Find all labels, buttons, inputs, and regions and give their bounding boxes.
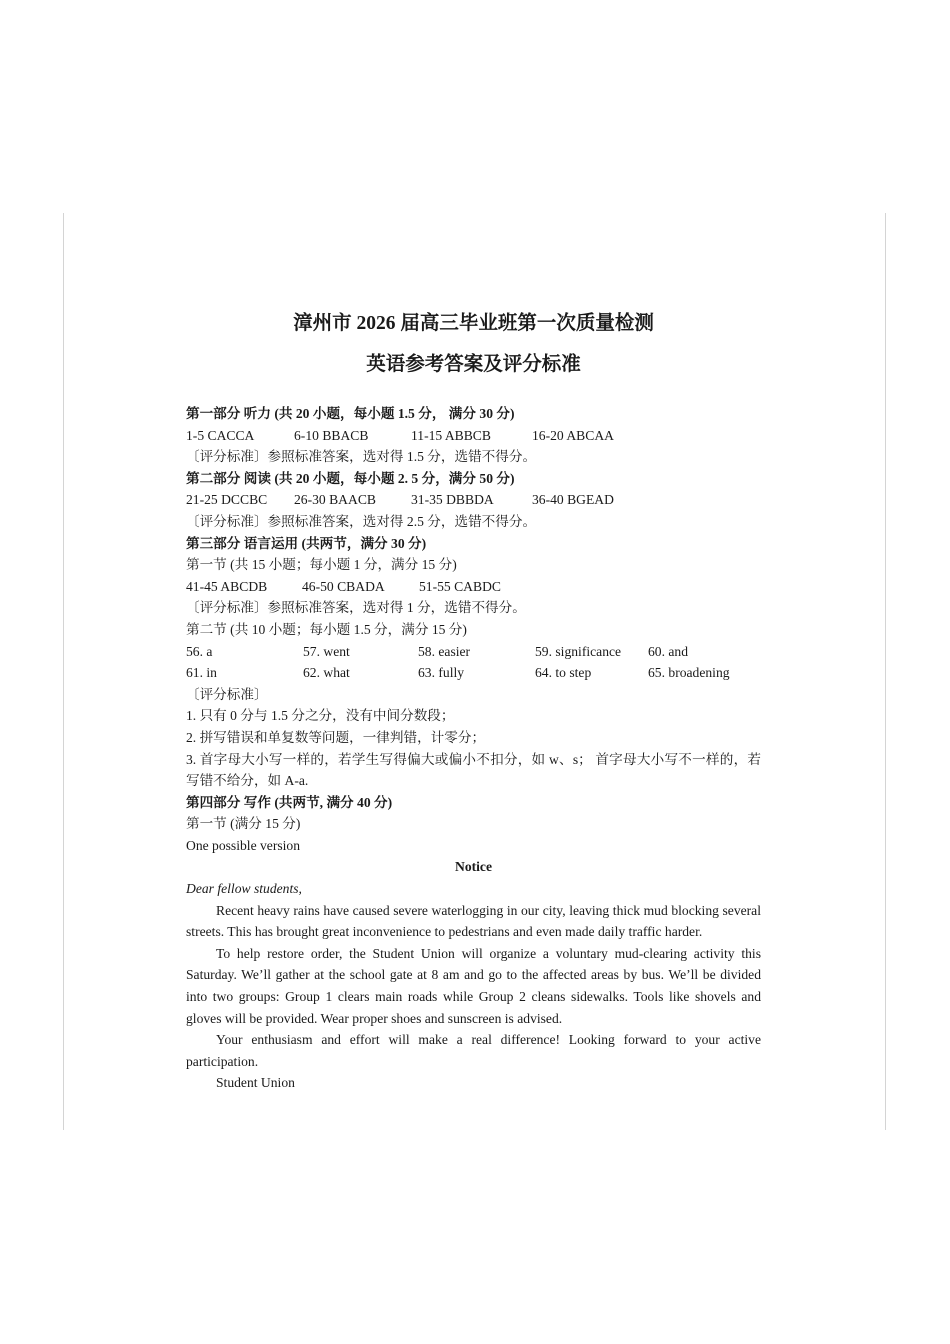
essay-paragraph: Your enthusiasm and effort will make a real difference! Looking forward to your active participation. <box>186 1032 761 1069</box>
part4-heading: 第四部分 写作 (共两节, 满分 40 分) <box>186 794 393 810</box>
answer-item: 59. significance <box>535 643 622 659</box>
part3-section2-row2 <box>186 662 761 684</box>
answer-item: 63. fully <box>418 665 465 681</box>
document-subtitle: 英语参考答案及评分标准 <box>366 354 581 375</box>
part1-answers <box>186 425 761 447</box>
answer-item: 61. in <box>186 665 217 681</box>
answer-group: 1-5 CACCA <box>186 427 255 443</box>
part3-section1-heading: 第一节 (共 15 小题；每小题 1 分，满分 15 分) <box>186 557 457 573</box>
part3-section2-criteria-label: 〔评分标准〕 <box>186 686 268 702</box>
answer-group: 21-25 DCCBC <box>186 492 268 508</box>
answer-group: 16-20 ABCAA <box>532 427 614 443</box>
part2-criteria: 〔评分标准〕参照标准答案，选对得 2.5 分，选错不得分。 <box>186 513 537 529</box>
answer-group: 46-50 CBADA <box>302 578 385 594</box>
answer-item: 60. and <box>648 643 689 659</box>
essay-title: Notice <box>455 859 492 875</box>
answer-group: 11-15 ABBCB <box>411 427 491 443</box>
answer-item: 64. to step <box>535 665 592 681</box>
part3-section2-row1 <box>186 641 761 663</box>
scoring-rule: 3. 首字母大小写一样的，若学生写得偏大或偏小不扣分，如 w、s； 首字母大小写不一样的，若写错不给分，如 A-a. <box>186 751 761 789</box>
part3-section2-heading: 第二节 (共 10 小题；每小题 1.5 分，满分 15 分) <box>186 621 467 637</box>
document-body <box>186 403 761 1094</box>
answer-item: 57. went <box>303 643 350 659</box>
answer-item: 65. broadening <box>648 665 730 681</box>
answer-item: 58. easier <box>418 643 471 659</box>
answer-group: 41-45 ABCDB <box>186 578 268 594</box>
answer-group: 36-40 BGEAD <box>532 492 614 508</box>
part1-criteria: 〔评分标准〕参照标准答案，选对得 1.5 分，选错不得分。 <box>186 449 537 465</box>
version-label: One possible version <box>186 837 301 853</box>
answer-group: 51-55 CABDC <box>419 578 501 594</box>
answer-item: 62. what <box>303 665 350 681</box>
part2-answers <box>186 489 761 511</box>
answer-group: 26-30 BAACB <box>294 492 376 508</box>
page-right-border <box>885 213 886 1130</box>
essay-paragraph: Recent heavy rains have caused severe waterlogging in our city, leaving thick mud blocking several streets. This has brought great inconvenience to pedestrians and even made daily traffic harder. <box>186 902 761 940</box>
essay-salutation: Dear fellow students, <box>186 881 302 897</box>
scoring-rule: 1. 只有 0 分与 1.5 分之分，没有中间分数段； <box>186 708 455 724</box>
part3-section1-criteria: 〔评分标准〕参照标准答案，选对得 1 分，选错不得分。 <box>186 600 526 616</box>
part2-heading: 第二部分 阅读 (共 20 小题，每小题 2. 5 分，满分 50 分) <box>186 470 515 486</box>
part1-heading: 第一部分 听力 (共 20 小题，每小题 1.5 分， 满分 30 分) <box>186 406 515 421</box>
part3-heading: 第三部分 语言运用 (共两节，满分 30 分) <box>186 535 427 551</box>
answer-item: 56. a <box>186 643 213 659</box>
part4-section1-heading: 第一节 (满分 15 分) <box>186 816 301 832</box>
essay-signature: Student Union <box>216 1075 295 1091</box>
document-title: 漳州市 2026 届高三毕业班第一次质量检测 <box>293 313 654 334</box>
page-left-border <box>63 213 64 1130</box>
answer-group: 31-35 DBBDA <box>411 492 494 508</box>
answer-group: 6-10 BBACB <box>294 427 369 443</box>
part3-section1-answers <box>186 576 761 598</box>
essay-paragraph: To help restore order, the Student Union will organize a voluntary mud-clearing activity this Saturday. We’ll gather at the school gate at 8 am and go to the affected areas by bus. We’ll be divided into two groups: Group 1 clears main roads while Group 2 cleans sidewalks. Tools like shovels and gloves will be provided. Wear proper shoes and sunscreen is advised. <box>186 945 761 1026</box>
scoring-rule: 2. 拼写错误和单复数等问题，一律判错，计零分； <box>186 729 486 745</box>
